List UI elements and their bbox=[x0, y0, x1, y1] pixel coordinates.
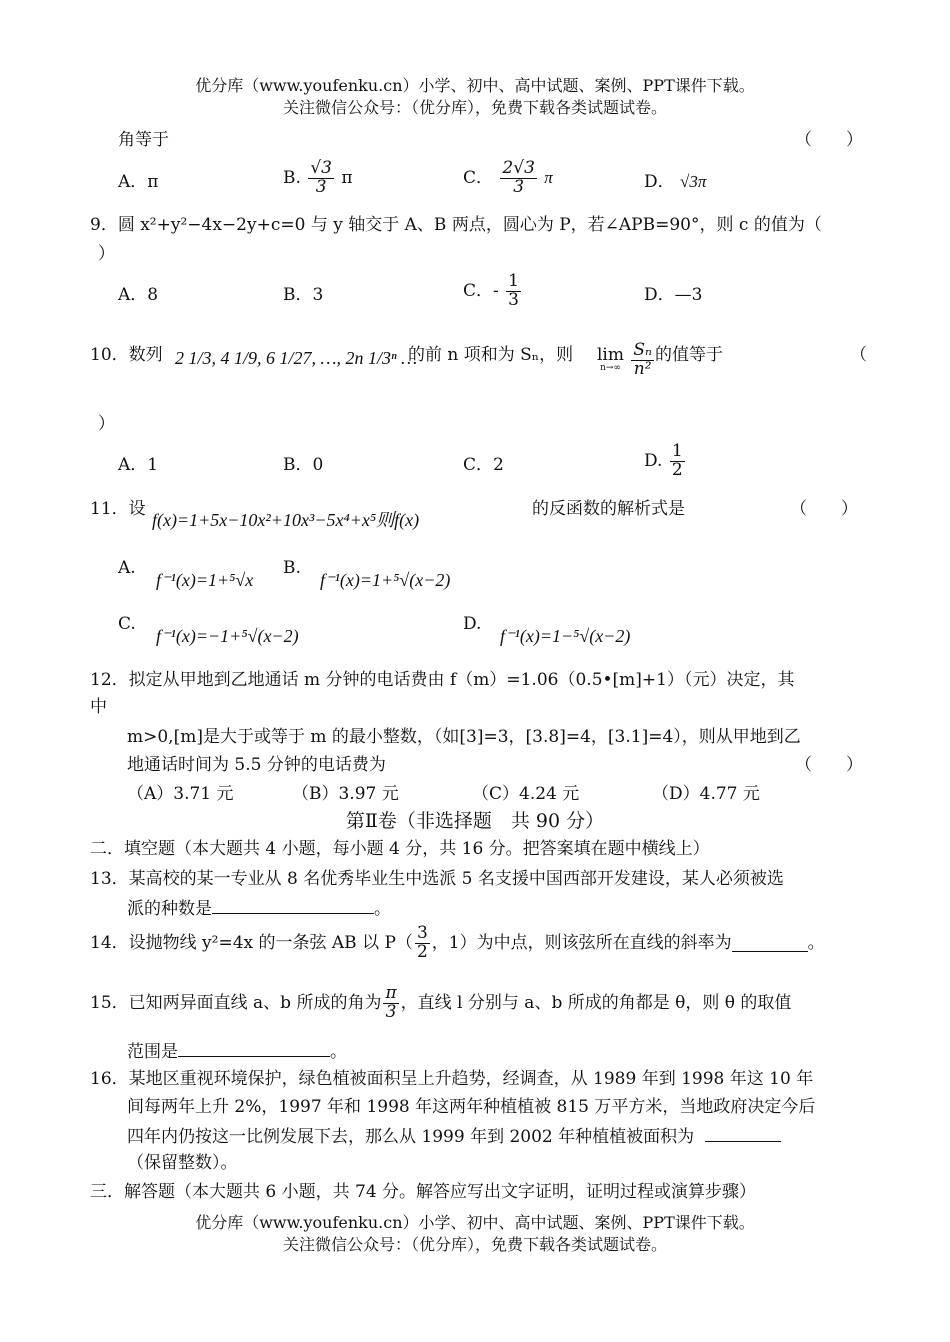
q15-num: π bbox=[385, 983, 397, 1003]
q8-text: 角等于 bbox=[118, 130, 169, 150]
q11-option-d-expr: f⁻¹(x)=1−⁵√(x−2) bbox=[500, 626, 631, 646]
part2-title: 第Ⅱ卷（非选择题 共 90 分） bbox=[345, 810, 605, 832]
q8-option-b bbox=[283, 160, 353, 197]
q13-line-2-text: 派的种数是 bbox=[127, 899, 212, 919]
q10-lim-fraction bbox=[631, 342, 654, 379]
q15-line-2-text: 范围是 bbox=[127, 1042, 178, 1062]
q15-answer-blank[interactable] bbox=[178, 1040, 330, 1057]
q9-c-num: 1 bbox=[508, 271, 519, 291]
q11-option-d-label: D. bbox=[463, 614, 482, 634]
q9-text-2: ） bbox=[98, 244, 115, 264]
q11-option-a-label: A. bbox=[118, 558, 136, 578]
q14-post: ，1）为中点，则该弦所在直线的斜率为 bbox=[431, 933, 732, 954]
q14-line bbox=[90, 925, 825, 962]
q9-option-a: A．8 bbox=[118, 285, 159, 305]
q8-c-den: 3 bbox=[513, 176, 525, 197]
q10-label: 10．数列 bbox=[90, 345, 163, 365]
q10-sequence: 2 1/3, 4 1/9, 6 1/27, …, 2n 1/3ⁿ … bbox=[175, 348, 418, 368]
q15-end: 。 bbox=[330, 1042, 347, 1062]
part2-section: 二．填空题（本大题共 4 小题，每小题 4 分，共 16 分。把答案填在题中横线上） bbox=[90, 839, 710, 859]
q8-b-num: √3 bbox=[310, 158, 332, 178]
q10-lim-den: n² bbox=[633, 358, 652, 379]
q12-option-a: （A）3.71 元 bbox=[127, 784, 234, 804]
q16-answer-blank[interactable] bbox=[705, 1125, 781, 1142]
q11-label: 11．设 bbox=[90, 499, 146, 519]
q8-c-fraction bbox=[500, 160, 536, 197]
q11-option-c-label: C. bbox=[118, 614, 136, 634]
q10-d-den: 2 bbox=[671, 459, 683, 480]
q13-end: 。 bbox=[374, 899, 391, 919]
q9-option-b: B．3 bbox=[283, 285, 324, 305]
q10-lim-word: lim bbox=[597, 345, 624, 366]
q13-answer-blank[interactable] bbox=[212, 897, 374, 914]
q9-option-d: D．—3 bbox=[644, 285, 703, 305]
q8-option-c-label: C． bbox=[463, 168, 494, 189]
q11-option-c-expr: f⁻¹(x)=−1+⁵√(x−2) bbox=[156, 626, 299, 646]
q8-option-d bbox=[644, 172, 706, 192]
q10-tail: 的值等于 bbox=[655, 345, 723, 365]
q12-paren: （ ） bbox=[795, 755, 863, 775]
q11-option-b-label: B. bbox=[283, 558, 301, 578]
q8-option-c bbox=[463, 160, 553, 197]
q8-paren: （ ） bbox=[795, 130, 863, 150]
header-line-2: 关注微信公众号：（优分库），免费下载各类试题试卷。 bbox=[282, 98, 667, 117]
q12-line-2: m>0,[m]是大于或等于 m 的最小整数，（如[3]=3，[3.8]=4，[3.1]=4），则从甲地到乙 bbox=[127, 727, 801, 747]
q11-expr: f(x)=1+5x−10x²+10x³−5x⁴+x⁵则f(x) bbox=[152, 510, 420, 530]
part3-section: 三．解答题（本大题共 6 小题，共 74 分。解答应写出文字证明，证明过程或演算步骤） bbox=[90, 1182, 757, 1202]
q14-pre: 14．设抛物线 y²=4x 的一条弦 AB 以 P（ bbox=[90, 933, 413, 954]
q10-option-d bbox=[644, 443, 687, 480]
q9-option-c-label: C．- bbox=[463, 281, 499, 302]
q12-option-b: （B）3.97 元 bbox=[292, 784, 399, 804]
q16-line-3-text: 四年内仍按这一比例发展下去，那么从 1999 年到 2002 年种植植被面积为 bbox=[127, 1127, 695, 1147]
q9-c-fraction bbox=[506, 273, 521, 310]
q11-paren: （ ） bbox=[790, 499, 858, 519]
q9-option-c bbox=[463, 273, 523, 310]
q8-option-a: A．π bbox=[118, 172, 159, 192]
q8-option-d-label: D． bbox=[644, 172, 675, 192]
q14-fraction bbox=[415, 925, 430, 962]
q11-tail: 的反函数的解析式是 bbox=[532, 499, 685, 519]
q12-line-1: 12．拟定从甲地到乙地通话 m 分钟的电话费由 f（m）=1.06（0.5•[m]+1）（元）决定，其 bbox=[90, 670, 795, 690]
q14-end: 。 bbox=[807, 933, 825, 954]
q14-num: 3 bbox=[416, 923, 428, 943]
q8-b-tail: π bbox=[341, 168, 353, 189]
q8-d-expr: √3π bbox=[680, 172, 707, 191]
q15-line-2 bbox=[127, 1040, 347, 1062]
q8-c-num: 2√3 bbox=[502, 158, 535, 178]
header-line-1: 优分库（www.youfenku.cn）小学、初中、高中试题、案例、PPT课件下载。 bbox=[195, 76, 755, 95]
q16-line-1: 16．某地区重视环境保护，绿色植被面积呈上升趋势，经调查，从 1989 年到 1998 年这 10 年 bbox=[90, 1069, 814, 1089]
q16-line-2: 间每两年上升 2%，1997 年和 1998 年这两年种植植被 815 万平方米，当地政府决定今后 bbox=[127, 1097, 816, 1117]
q10-mid: 的前 n 项和为 Sₙ，则 bbox=[408, 345, 574, 365]
q16-line-4: （保留整数）。 bbox=[127, 1153, 238, 1173]
q15-line-1 bbox=[90, 985, 791, 1022]
q10-paren-open: （ bbox=[850, 345, 867, 365]
q8-b-fraction bbox=[308, 160, 334, 197]
q10-lim-block bbox=[597, 347, 624, 373]
q10-option-d-label: D. bbox=[644, 451, 663, 472]
q13-line-2 bbox=[127, 897, 391, 919]
q15-fraction bbox=[383, 985, 398, 1022]
q12-line-3: 地通话时间为 5.5 分钟的电话费为 bbox=[127, 755, 386, 775]
q9-text: 9．圆 x²+y²−4x−2y+c=0 与 y 轴交于 A、B 两点，圆心为 P，若∠APB=90°，则 c 的值为（ bbox=[90, 215, 822, 235]
q14-den: 2 bbox=[416, 941, 428, 962]
q11-option-b-expr: f⁻¹(x)=1+⁵√(x−2) bbox=[320, 570, 451, 590]
q13-line-1: 13．某高校的某一专业从 8 名优秀毕业生中选派 5 名支援中国西部开发建设，某人必须被选 bbox=[90, 869, 784, 889]
q15-pre: 15．已知两异面直线 a、b 所成的角为 bbox=[90, 993, 382, 1014]
q8-c-tail: π bbox=[544, 168, 553, 188]
q16-line-3 bbox=[127, 1125, 781, 1147]
q11-option-a-expr: f⁻¹(x)=1+⁵√x bbox=[156, 570, 254, 590]
q12-option-c: （C）4.24 元 bbox=[472, 784, 580, 804]
q12-line-1b: 中 bbox=[90, 697, 107, 717]
q8-b-den: 3 bbox=[315, 176, 327, 197]
q10-d-fraction bbox=[670, 443, 685, 480]
q15-den: 3 bbox=[385, 1001, 397, 1022]
q10-option-a: A．1 bbox=[118, 455, 159, 475]
q8-option-b-label: B. bbox=[283, 168, 301, 189]
q10-paren-close: ） bbox=[98, 414, 115, 434]
q10-d-num: 1 bbox=[671, 441, 683, 461]
footer-line-1: 优分库（www.youfenku.cn）小学、初中、高中试题、案例、PPT课件下载。 bbox=[195, 1213, 755, 1232]
q10-option-c: C．2 bbox=[463, 455, 504, 475]
q10-option-b: B．0 bbox=[283, 455, 324, 475]
footer-line-2: 关注微信公众号：（优分库），免费下载各类试题试卷。 bbox=[282, 1235, 667, 1254]
q10-lim-sub: n→∞ bbox=[600, 363, 621, 374]
q9-c-den: 3 bbox=[508, 289, 519, 310]
q14-answer-blank[interactable] bbox=[732, 935, 808, 952]
q15-post: ，直线 l 分别与 a、b 所成的角都是 θ，则 θ 的取值 bbox=[400, 993, 792, 1014]
q12-option-d: （D）4.77 元 bbox=[652, 784, 760, 804]
q10-limit bbox=[597, 342, 656, 379]
q10-lim-num: Sₙ bbox=[633, 340, 652, 360]
